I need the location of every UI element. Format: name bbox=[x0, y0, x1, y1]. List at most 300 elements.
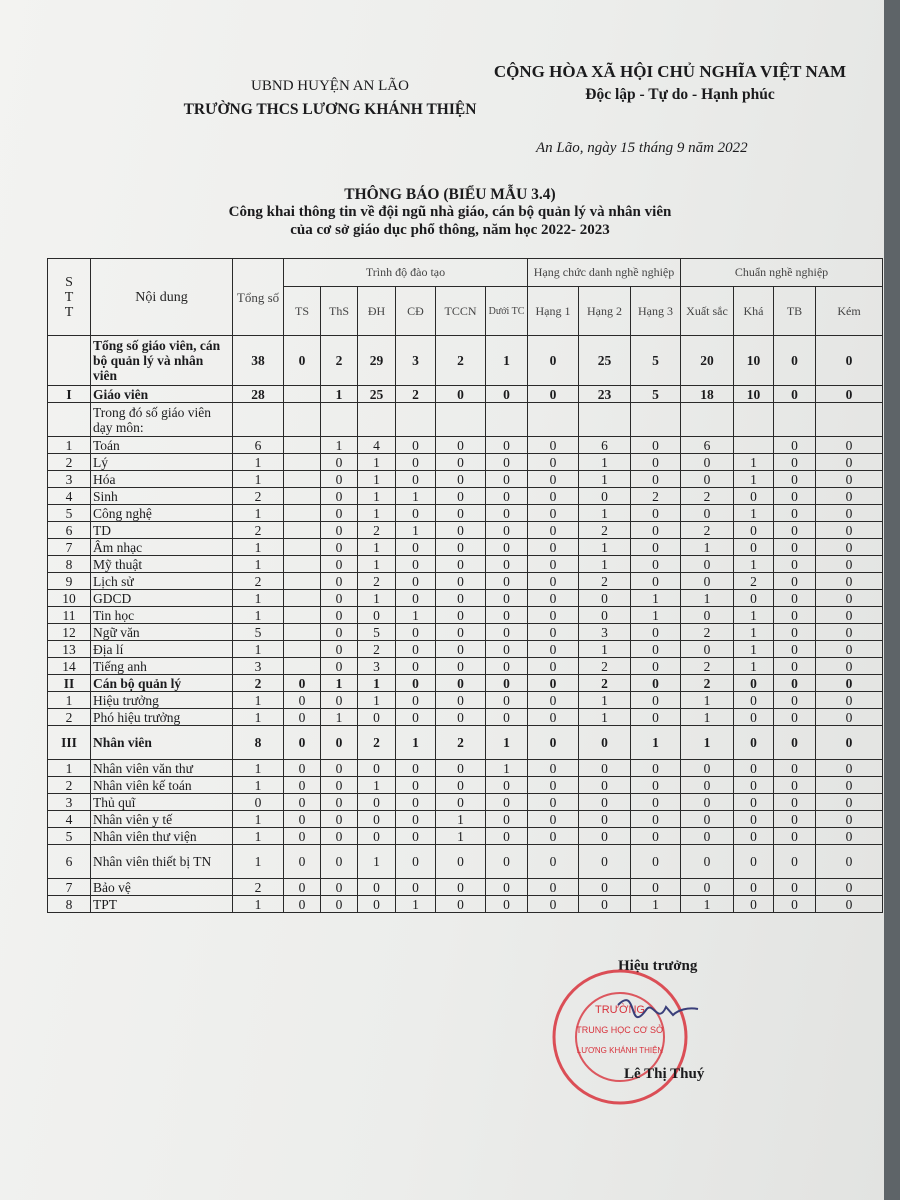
row-value: 1 bbox=[358, 590, 396, 607]
row-value: 0 bbox=[528, 794, 579, 811]
row-value: 0 bbox=[774, 471, 816, 488]
row-value: 0 bbox=[816, 896, 883, 913]
row-value bbox=[358, 403, 396, 437]
row-stt: III bbox=[48, 726, 91, 760]
row-value: 0 bbox=[681, 777, 734, 794]
row-value: 0 bbox=[436, 437, 486, 454]
row-name: Ngữ văn bbox=[91, 624, 233, 641]
row-value: 0 bbox=[734, 675, 774, 692]
table-row bbox=[48, 573, 883, 590]
row-value: 0 bbox=[396, 641, 436, 658]
row-value: 0 bbox=[284, 845, 321, 879]
row-value: 0 bbox=[774, 624, 816, 641]
row-value: 0 bbox=[579, 879, 631, 896]
table-row bbox=[48, 505, 883, 522]
row-value: 2 bbox=[233, 879, 284, 896]
row-value: 0 bbox=[321, 539, 358, 556]
row-value: 0 bbox=[284, 794, 321, 811]
row-value: 0 bbox=[284, 709, 321, 726]
row-value: 0 bbox=[631, 522, 681, 539]
header-sub-9: Xuất sắc bbox=[681, 287, 734, 336]
row-value: 1 bbox=[579, 709, 631, 726]
row-value: 0 bbox=[436, 692, 486, 709]
row-value: 0 bbox=[774, 386, 816, 403]
row-value: 0 bbox=[284, 692, 321, 709]
row-value: 0 bbox=[579, 607, 631, 624]
svg-text:TRUNG HỌC CƠ SỞ: TRUNG HỌC CƠ SỞ bbox=[576, 1025, 664, 1035]
row-value bbox=[284, 488, 321, 505]
row-value: 1 bbox=[734, 641, 774, 658]
row-value bbox=[774, 403, 816, 437]
row-value: 0 bbox=[734, 879, 774, 896]
row-value: 0 bbox=[528, 760, 579, 777]
row-value: 0 bbox=[734, 760, 774, 777]
row-value: 0 bbox=[631, 692, 681, 709]
row-value: 0 bbox=[528, 726, 579, 760]
row-value: 0 bbox=[816, 336, 883, 386]
row-value: 0 bbox=[486, 437, 528, 454]
header-sub-5: Dưới TC bbox=[486, 287, 528, 336]
row-value: 1 bbox=[396, 726, 436, 760]
row-value: 0 bbox=[631, 437, 681, 454]
row-value: 0 bbox=[631, 879, 681, 896]
header-rank: Hạng chức danh nghề nghiệp bbox=[528, 259, 681, 287]
row-value: 0 bbox=[816, 811, 883, 828]
row-value: 0 bbox=[486, 590, 528, 607]
row-value: 0 bbox=[486, 624, 528, 641]
row-value: 1 bbox=[233, 471, 284, 488]
row-value: 2 bbox=[681, 675, 734, 692]
row-value: 0 bbox=[774, 658, 816, 675]
row-value: 1 bbox=[358, 454, 396, 471]
row-value: 0 bbox=[321, 488, 358, 505]
row-value: 0 bbox=[436, 590, 486, 607]
row-value: 0 bbox=[396, 590, 436, 607]
table-row bbox=[48, 454, 883, 471]
row-stt: 2 bbox=[48, 454, 91, 471]
row-value: 2 bbox=[734, 573, 774, 590]
row-value: 0 bbox=[436, 709, 486, 726]
row-value: 0 bbox=[528, 471, 579, 488]
row-value: 1 bbox=[681, 539, 734, 556]
row-stt: II bbox=[48, 675, 91, 692]
table-row bbox=[48, 437, 883, 454]
row-value: 0 bbox=[734, 845, 774, 879]
row-value: 0 bbox=[528, 437, 579, 454]
row-value: 1 bbox=[436, 828, 486, 845]
row-value: 0 bbox=[528, 709, 579, 726]
row-value: 0 bbox=[396, 556, 436, 573]
row-value: 0 bbox=[579, 794, 631, 811]
row-stt: 14 bbox=[48, 658, 91, 675]
row-value bbox=[436, 403, 486, 437]
table-row bbox=[48, 760, 883, 777]
staff-table bbox=[47, 258, 883, 913]
row-value: 0 bbox=[816, 641, 883, 658]
row-value: 0 bbox=[774, 692, 816, 709]
row-value: 0 bbox=[358, 828, 396, 845]
row-value: 1 bbox=[233, 607, 284, 624]
row-value: 0 bbox=[774, 336, 816, 386]
row-name: Thủ quĩ bbox=[91, 794, 233, 811]
row-value: 0 bbox=[436, 454, 486, 471]
row-value: 2 bbox=[681, 624, 734, 641]
row-value: 1 bbox=[233, 709, 284, 726]
row-value: 1 bbox=[681, 590, 734, 607]
row-value: 0 bbox=[734, 539, 774, 556]
row-name: Toán bbox=[91, 437, 233, 454]
row-value: 0 bbox=[774, 811, 816, 828]
row-value: 0 bbox=[486, 607, 528, 624]
row-name: Tiếng anh bbox=[91, 658, 233, 675]
row-value bbox=[321, 403, 358, 437]
row-value: 0 bbox=[396, 505, 436, 522]
header-sub-6: Hạng 1 bbox=[528, 287, 579, 336]
school-name: TRƯỜNG THCS LƯƠNG KHÁNH THIỆN bbox=[183, 101, 477, 118]
row-value: 0 bbox=[321, 811, 358, 828]
table-row bbox=[48, 709, 883, 726]
row-value: 3 bbox=[358, 658, 396, 675]
row-stt: 8 bbox=[48, 896, 91, 913]
row-value: 0 bbox=[396, 573, 436, 590]
row-value: 1 bbox=[358, 692, 396, 709]
row-value: 3 bbox=[579, 624, 631, 641]
row-name: Âm nhạc bbox=[91, 539, 233, 556]
row-value: 0 bbox=[358, 879, 396, 896]
row-value: 1 bbox=[233, 539, 284, 556]
row-value: 0 bbox=[396, 845, 436, 879]
row-value: 0 bbox=[358, 709, 396, 726]
row-value: 0 bbox=[528, 811, 579, 828]
row-value: 0 bbox=[528, 590, 579, 607]
row-value: 2 bbox=[579, 522, 631, 539]
table-row bbox=[48, 590, 883, 607]
row-value: 2 bbox=[681, 488, 734, 505]
row-value: 0 bbox=[774, 573, 816, 590]
row-value: 0 bbox=[396, 811, 436, 828]
row-stt: 6 bbox=[48, 522, 91, 539]
row-value: 1 bbox=[734, 556, 774, 573]
row-value: 1 bbox=[396, 488, 436, 505]
row-value: 0 bbox=[816, 624, 883, 641]
row-value: 0 bbox=[734, 726, 774, 760]
table-row bbox=[48, 403, 883, 437]
row-value: 2 bbox=[681, 522, 734, 539]
row-value: 2 bbox=[396, 386, 436, 403]
row-value: 0 bbox=[816, 692, 883, 709]
row-value: 0 bbox=[631, 454, 681, 471]
row-value: 1 bbox=[734, 624, 774, 641]
table-row bbox=[48, 471, 883, 488]
row-stt: 5 bbox=[48, 505, 91, 522]
row-value: 0 bbox=[284, 760, 321, 777]
row-value: 2 bbox=[579, 658, 631, 675]
row-value: 2 bbox=[233, 522, 284, 539]
row-value: 6 bbox=[681, 437, 734, 454]
row-stt: 4 bbox=[48, 811, 91, 828]
row-value: 0 bbox=[816, 454, 883, 471]
row-value: 0 bbox=[631, 556, 681, 573]
table-row bbox=[48, 879, 883, 896]
row-value: 0 bbox=[436, 624, 486, 641]
row-value: 0 bbox=[396, 709, 436, 726]
row-value: 1 bbox=[233, 828, 284, 845]
row-stt: 1 bbox=[48, 760, 91, 777]
row-value: 2 bbox=[233, 488, 284, 505]
table-row bbox=[48, 658, 883, 675]
row-value: 0 bbox=[579, 726, 631, 760]
row-stt: 8 bbox=[48, 556, 91, 573]
row-value: 0 bbox=[681, 454, 734, 471]
row-value: 1 bbox=[579, 641, 631, 658]
row-value: 0 bbox=[631, 624, 681, 641]
row-value: 23 bbox=[579, 386, 631, 403]
row-value: 1 bbox=[579, 454, 631, 471]
row-value: 0 bbox=[774, 505, 816, 522]
table-row bbox=[48, 845, 883, 879]
row-value: 0 bbox=[528, 896, 579, 913]
row-value: 2 bbox=[233, 573, 284, 590]
row-value: 0 bbox=[734, 777, 774, 794]
row-name: Hiệu trưởng bbox=[91, 692, 233, 709]
header-sub-0: TS bbox=[284, 287, 321, 336]
row-value: 0 bbox=[734, 522, 774, 539]
row-name: TD bbox=[91, 522, 233, 539]
header-content: Nội dung bbox=[91, 259, 233, 336]
row-value: 0 bbox=[436, 488, 486, 505]
row-value: 1 bbox=[358, 471, 396, 488]
row-value: 0 bbox=[816, 505, 883, 522]
row-name: Cán bộ quản lý bbox=[91, 675, 233, 692]
row-value: 0 bbox=[436, 471, 486, 488]
row-value: 0 bbox=[774, 760, 816, 777]
row-stt: 2 bbox=[48, 777, 91, 794]
row-value: 0 bbox=[486, 539, 528, 556]
row-value: 0 bbox=[436, 760, 486, 777]
row-value: 0 bbox=[528, 556, 579, 573]
row-value: 0 bbox=[321, 658, 358, 675]
row-value: 0 bbox=[681, 845, 734, 879]
row-value: 0 bbox=[631, 539, 681, 556]
row-value: 0 bbox=[816, 760, 883, 777]
row-value: 1 bbox=[681, 692, 734, 709]
table-row bbox=[48, 386, 883, 403]
row-value: 0 bbox=[816, 726, 883, 760]
row-value: 0 bbox=[436, 845, 486, 879]
row-value: 1 bbox=[233, 692, 284, 709]
row-value: 0 bbox=[396, 692, 436, 709]
row-value: 1 bbox=[358, 845, 396, 879]
row-value: 1 bbox=[233, 454, 284, 471]
row-value: 0 bbox=[528, 845, 579, 879]
row-value bbox=[284, 437, 321, 454]
row-name: Trong đó số giáo viên dạy môn: bbox=[91, 403, 233, 437]
row-value: 0 bbox=[774, 488, 816, 505]
row-value bbox=[284, 624, 321, 641]
row-value: 3 bbox=[233, 658, 284, 675]
row-value: 0 bbox=[774, 522, 816, 539]
row-value: 0 bbox=[396, 794, 436, 811]
row-value: 0 bbox=[284, 811, 321, 828]
row-value: 0 bbox=[233, 794, 284, 811]
row-value: 0 bbox=[486, 777, 528, 794]
row-name: Mỹ thuật bbox=[91, 556, 233, 573]
row-value: 1 bbox=[321, 386, 358, 403]
row-value: 1 bbox=[631, 726, 681, 760]
row-value: 0 bbox=[528, 879, 579, 896]
signer-name: Lê Thị Thuý bbox=[624, 1066, 705, 1082]
table-row bbox=[48, 539, 883, 556]
row-name: Bảo vệ bbox=[91, 879, 233, 896]
row-value: 0 bbox=[734, 488, 774, 505]
row-value: 0 bbox=[284, 777, 321, 794]
row-value: 0 bbox=[774, 556, 816, 573]
row-value: 0 bbox=[436, 675, 486, 692]
header-sub-4: TCCN bbox=[436, 287, 486, 336]
table-row bbox=[48, 726, 883, 760]
row-value: 1 bbox=[358, 488, 396, 505]
row-value: 0 bbox=[816, 607, 883, 624]
row-stt: 9 bbox=[48, 573, 91, 590]
row-value: 0 bbox=[816, 471, 883, 488]
row-value: 0 bbox=[816, 590, 883, 607]
row-value: 0 bbox=[284, 336, 321, 386]
header-stt: S T T bbox=[48, 259, 91, 336]
row-value: 1 bbox=[681, 709, 734, 726]
row-value: 0 bbox=[436, 573, 486, 590]
table-row bbox=[48, 336, 883, 386]
row-value: 0 bbox=[321, 590, 358, 607]
row-value: 0 bbox=[528, 658, 579, 675]
row-value: 0 bbox=[358, 794, 396, 811]
row-value: 0 bbox=[486, 488, 528, 505]
row-value: 0 bbox=[321, 556, 358, 573]
row-value: 0 bbox=[681, 879, 734, 896]
row-value: 0 bbox=[321, 505, 358, 522]
row-value: 0 bbox=[774, 794, 816, 811]
row-value: 0 bbox=[774, 675, 816, 692]
row-value: 0 bbox=[486, 794, 528, 811]
row-value: 0 bbox=[816, 845, 883, 879]
row-value: 1 bbox=[233, 641, 284, 658]
row-value: 0 bbox=[396, 675, 436, 692]
row-value: 0 bbox=[774, 709, 816, 726]
row-value: 0 bbox=[486, 522, 528, 539]
row-value: 1 bbox=[321, 675, 358, 692]
row-value: 0 bbox=[774, 777, 816, 794]
row-value: 6 bbox=[579, 437, 631, 454]
row-value: 0 bbox=[774, 828, 816, 845]
row-value: 0 bbox=[816, 386, 883, 403]
row-value bbox=[284, 454, 321, 471]
row-value: 0 bbox=[321, 624, 358, 641]
row-value: 10 bbox=[734, 386, 774, 403]
row-value: 1 bbox=[233, 811, 284, 828]
row-value: 0 bbox=[774, 896, 816, 913]
row-value: 0 bbox=[528, 488, 579, 505]
row-name: Công nghệ bbox=[91, 505, 233, 522]
row-value: 5 bbox=[233, 624, 284, 641]
row-value: 0 bbox=[681, 641, 734, 658]
row-value: 0 bbox=[486, 896, 528, 913]
row-value: 0 bbox=[816, 709, 883, 726]
row-name: Phó hiệu trưởng bbox=[91, 709, 233, 726]
row-name: Tin học bbox=[91, 607, 233, 624]
header-sub-8: Hạng 3 bbox=[631, 287, 681, 336]
table-row bbox=[48, 675, 883, 692]
row-value: 0 bbox=[321, 607, 358, 624]
row-value: 1 bbox=[681, 896, 734, 913]
table-row bbox=[48, 794, 883, 811]
row-value: 1 bbox=[631, 590, 681, 607]
row-value: 5 bbox=[631, 336, 681, 386]
row-value: 0 bbox=[321, 777, 358, 794]
row-value: 0 bbox=[734, 828, 774, 845]
table-row bbox=[48, 828, 883, 845]
row-value: 0 bbox=[486, 879, 528, 896]
row-stt bbox=[48, 336, 91, 386]
row-value: 0 bbox=[774, 454, 816, 471]
row-value: 0 bbox=[681, 556, 734, 573]
row-value: 0 bbox=[774, 641, 816, 658]
row-value: 1 bbox=[233, 777, 284, 794]
row-value: 0 bbox=[528, 505, 579, 522]
row-value: 0 bbox=[816, 658, 883, 675]
row-value: 0 bbox=[734, 692, 774, 709]
document-title: THÔNG BÁO (BIỂU MẪU 3.4) bbox=[344, 186, 556, 203]
row-value: 2 bbox=[358, 641, 396, 658]
row-value: 0 bbox=[816, 794, 883, 811]
row-value: 1 bbox=[486, 760, 528, 777]
row-value: 0 bbox=[579, 828, 631, 845]
row-value: 0 bbox=[284, 828, 321, 845]
row-value: 0 bbox=[528, 607, 579, 624]
row-value: 0 bbox=[816, 437, 883, 454]
row-name: Lý bbox=[91, 454, 233, 471]
row-value: 1 bbox=[436, 811, 486, 828]
row-stt: 2 bbox=[48, 709, 91, 726]
table-row bbox=[48, 522, 883, 539]
row-value: 0 bbox=[486, 828, 528, 845]
row-value: 0 bbox=[579, 845, 631, 879]
row-value: 0 bbox=[486, 845, 528, 879]
row-value: 1 bbox=[358, 777, 396, 794]
row-stt: 7 bbox=[48, 539, 91, 556]
row-value bbox=[284, 590, 321, 607]
row-stt: 7 bbox=[48, 879, 91, 896]
row-value: 0 bbox=[734, 896, 774, 913]
row-value: 1 bbox=[486, 336, 528, 386]
row-value: 0 bbox=[486, 709, 528, 726]
row-value: 0 bbox=[321, 879, 358, 896]
row-value: 1 bbox=[233, 845, 284, 879]
row-value: 1 bbox=[358, 675, 396, 692]
document-date: An Lão, ngày 15 tháng 9 năm 2022 bbox=[536, 140, 748, 156]
row-value: 0 bbox=[528, 828, 579, 845]
row-value: 0 bbox=[486, 386, 528, 403]
row-value: 0 bbox=[631, 505, 681, 522]
row-value: 0 bbox=[774, 437, 816, 454]
header-sub-12: Kém bbox=[816, 287, 883, 336]
row-value: 0 bbox=[396, 454, 436, 471]
row-value: 0 bbox=[631, 811, 681, 828]
row-value: 0 bbox=[321, 896, 358, 913]
row-value: 0 bbox=[528, 386, 579, 403]
table-row bbox=[48, 896, 883, 913]
header-total: Tổng số bbox=[233, 259, 284, 336]
row-value: 0 bbox=[528, 522, 579, 539]
row-value: 0 bbox=[358, 607, 396, 624]
